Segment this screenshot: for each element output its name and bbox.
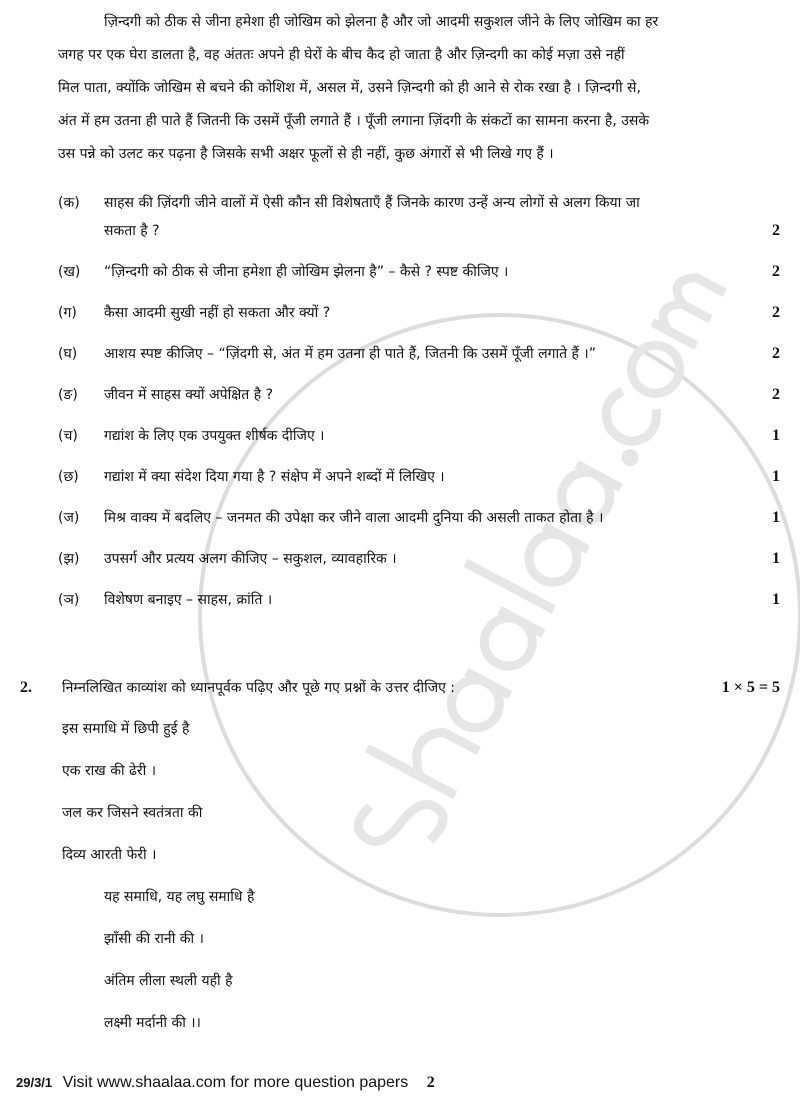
poem-line: दिव्य आरती फेरी । [62, 847, 157, 863]
question-marks: 2 [772, 263, 780, 280]
question-text: आशय स्पष्ट कीजिए – “ज़िंदगी से, अंत में हम उतना ही पाते हैं, जितनी कि उसमें पूँजी लगाते हैं ।” [104, 346, 596, 362]
poem-line: अंतिम लीला स्थली यही है [104, 973, 233, 989]
footer-link-text[interactable]: Visit www.shaalaa.com for more question papers [62, 1074, 409, 1091]
question-marks: 1 [772, 468, 780, 485]
passage [58, 0, 780, 171]
question-label: (घ) [58, 346, 78, 362]
question-number: 2. [20, 679, 32, 696]
question-marks: 1 [772, 550, 780, 567]
question-item [58, 381, 780, 409]
question-label: (ङ) [58, 387, 78, 403]
question-label: (ख) [58, 264, 81, 280]
question-label: (छ) [58, 469, 79, 485]
poem-line: यह समाधि, यह लघु समाधि है [104, 889, 255, 905]
poem-line: जल कर जिसने स्वतंत्रता की [62, 805, 203, 821]
question-text-cont: सकता है ? [104, 223, 160, 239]
question-label: (च) [58, 428, 78, 444]
question-text: मिश्र वाक्य में बदलिए – जनमत की उपेक्षा कर जीने वाला आदमी दुनिया की असली ताकत होता है । [104, 510, 604, 526]
question-marks: 1 [772, 509, 780, 526]
question-marks: 1 [772, 591, 780, 608]
question-marks: 1 [772, 427, 780, 444]
question-label: (ञ) [58, 592, 80, 608]
question-item [58, 189, 780, 245]
question-item [58, 545, 780, 573]
question-item [58, 463, 780, 491]
question-marks: 2 [772, 222, 780, 239]
footer [0, 1072, 800, 1108]
question-label: (झ) [58, 551, 80, 567]
poem-line: लक्ष्मी मर्दानी की ।। [104, 1015, 201, 1031]
question-item [58, 258, 780, 286]
passage-line: अंत में हम उतना ही पाते हैं जितनी कि उसमें पूँजी लगाते हैं । पूँजी लगाना ज़िंदगी के संकटों का सामना करना है, उसके [58, 113, 650, 129]
passage-line: मिल पाता, क्योंकि जोखिम से बचने की कोशिश में, असल में, उसने ज़िन्दगी को ही आने से रोक रखा है । ज़िन्दगी से, [58, 80, 641, 96]
question-marks: 1 × 5 = 5 [721, 679, 780, 696]
poem-line: झाँसी की रानी की । [104, 931, 204, 947]
question-label: (ज) [58, 510, 80, 526]
question-list [58, 189, 780, 614]
question-marks: 2 [772, 304, 780, 321]
question-text: गद्यांश में क्या संदेश दिया गया है ? संक्षेप में अपने शब्दों में लिखिए । [104, 469, 445, 485]
question-item [58, 299, 780, 327]
question-text: निम्नलिखित काव्यांश को ध्यानपूर्वक पढ़िए और पूछे गए प्रश्नों के उत्तर दीजिए : [62, 680, 456, 696]
question-text: विशेषण बनाइए – साहस, क्रांति । [104, 592, 273, 608]
question-marks: 2 [772, 386, 780, 403]
passage-line: ज़िन्दगी को ठीक से जीना हमेशा ही जोखिम को झेलना है और जो आदमी सकुशल जीने के लिए जोखिम का हर [104, 14, 659, 30]
question-text: कैसा आदमी सुखी नहीं हो सकता और क्यों ? [104, 305, 331, 321]
question-2 [20, 674, 780, 702]
poem-line: एक राख की ढेरी । [62, 763, 157, 779]
question-text: जीवन में साहस क्यों अपेक्षित है ? [104, 387, 274, 403]
question-item [58, 504, 780, 532]
question-label: (ग) [58, 305, 77, 321]
question-item [58, 586, 780, 614]
passage-line: उस पन्ने को उलट कर पढ़ना है जिसके सभी अक्षर फूलों से ही नहीं, कुछ अंगारों से भी लिखे गए हैं । [58, 146, 554, 162]
question-marks: 2 [772, 345, 780, 362]
passage-line: जगह पर एक घेरा डालता है, वह अंततः अपने ही घेरों के बीच कैद हो जाता है और ज़िन्दगी का कोई मज़ा उसे नहीं [58, 47, 625, 63]
question-label: (क) [58, 195, 80, 211]
paper-code: 29/3/1 [16, 1075, 53, 1090]
poem-line: इस समाधि में छिपी हुई है [62, 721, 190, 737]
question-text: उपसर्ग और प्रत्यय अलग कीजिए – सकुशल, व्यावहारिक । [104, 551, 397, 567]
poem [62, 708, 780, 1044]
question-item [58, 340, 780, 368]
question-text: साहस की ज़िंदगी जीने वालों में ऐसी कौन सी विशेषताएँ हैं जिनके कारण उन्हें अन्य लोगों से अलग किया जा [104, 195, 640, 211]
page-number: 2 [426, 1074, 435, 1091]
question-item [58, 422, 780, 450]
question-text: गद्यांश के लिए एक उपयुक्त शीर्षक दीजिए । [104, 428, 325, 444]
question-text: “ज़िन्दगी को ठीक से जीना हमेशा ही जोखिम झेलना है” – कैसे ? स्पष्ट कीजिए । [104, 264, 509, 280]
